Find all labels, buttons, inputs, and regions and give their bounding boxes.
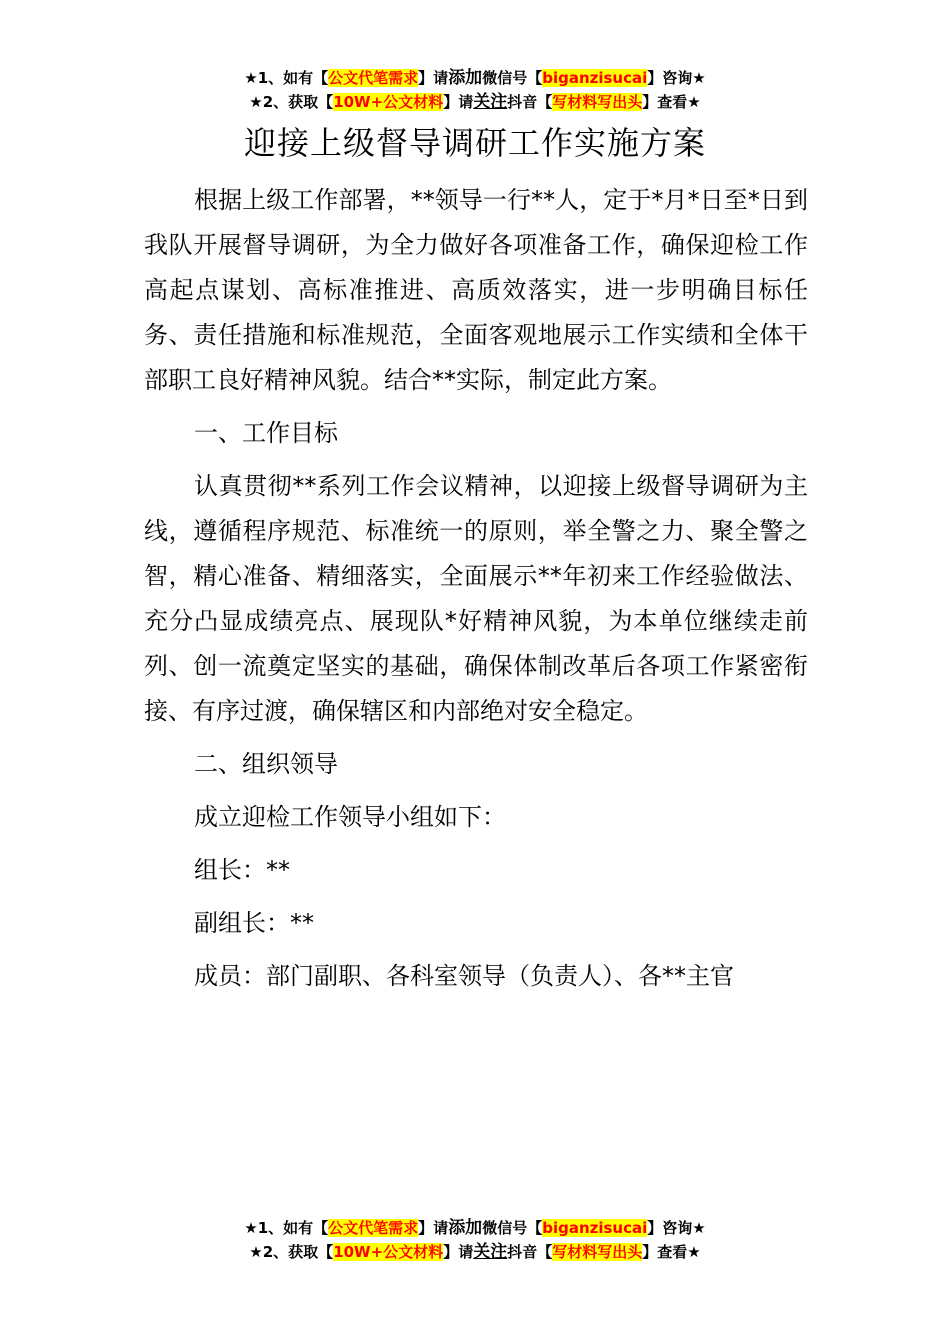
banner-emphasis: 添加 bbox=[448, 1218, 483, 1238]
banner-highlight: 写材料写出头 bbox=[552, 1243, 643, 1261]
banner-line-2 bbox=[0, 90, 950, 114]
banner-text: ★2、获取【 bbox=[249, 1243, 334, 1261]
banner-text: 】咨询★ bbox=[647, 69, 706, 87]
banner-emphasis: 添加 bbox=[448, 68, 483, 88]
banner-text: 】查看★ bbox=[642, 93, 701, 111]
banner-line-1 bbox=[0, 1216, 950, 1240]
banner-text: 微信号【 bbox=[482, 1219, 543, 1237]
banner-line-1 bbox=[0, 66, 950, 90]
banner-text: 抖音【 bbox=[507, 1243, 553, 1261]
members-line: 成员：部门副职、各科室领导（负责人）、各**主官 bbox=[194, 962, 734, 990]
banner-text: 抖音【 bbox=[507, 93, 553, 111]
banner-highlight: 公文代笔需求 bbox=[328, 69, 419, 87]
banner-text: 】请 bbox=[443, 93, 474, 111]
group-intro-line: 成立迎检工作领导小组如下： bbox=[194, 803, 506, 831]
banner-text: 】请 bbox=[418, 69, 449, 87]
banner-emphasis: 关注 bbox=[473, 92, 508, 112]
document-body bbox=[144, 178, 808, 999]
banner-highlight: 写材料写出头 bbox=[552, 93, 643, 111]
intro-paragraph: 根据上级工作部署，**领导一行**人，定于*月*日至*日到我队开展督导调研，为全力做好各项准备工作，确保迎检工作高起点谋划、高标准推进、高质效落实，进一步明确目标任务、责任措施和标准规范，全面客观地展示工作实绩和全体干部职工良好精神风貌。结合**实际，制定此方案。 bbox=[144, 186, 808, 394]
banner-highlight: biganzisucai bbox=[542, 69, 648, 87]
banner-text: ★1、如有【 bbox=[244, 1219, 329, 1237]
leader-line: 组长：** bbox=[194, 856, 290, 884]
deputy-leader-line: 副组长：** bbox=[194, 909, 314, 937]
banner-highlight: 公文代笔需求 bbox=[328, 1219, 419, 1237]
section-heading-goals: 一、工作目标 bbox=[194, 419, 338, 447]
banner-text: ★1、如有【 bbox=[244, 69, 329, 87]
footer-banner bbox=[0, 1216, 950, 1264]
banner-text: 】查看★ bbox=[642, 1243, 701, 1261]
banner-highlight: 10W+公文材料 bbox=[333, 93, 444, 111]
banner-text: 】请 bbox=[443, 1243, 474, 1261]
banner-emphasis: 关注 bbox=[473, 1242, 508, 1262]
banner-text: 微信号【 bbox=[482, 69, 543, 87]
section-heading-leadership: 二、组织领导 bbox=[194, 750, 338, 778]
banner-line-2 bbox=[0, 1240, 950, 1264]
goals-paragraph: 认真贯彻**系列工作会议精神，以迎接上级督导调研为主线，遵循程序规范、标准统一的原则，举全警之力、聚全警之智，精心准备、精细落实，全面展示**年初来工作经验做法、充分凸显成绩亮点、展现队*好精神风貌，为本单位继续走前列、创一流奠定坚实的基础，确保体制改革后各项工作紧密衔接、有序过渡，确保辖区和内部绝对安全稳定。 bbox=[144, 472, 808, 725]
banner-highlight: biganzisucai bbox=[542, 1219, 648, 1237]
banner-text: ★2、获取【 bbox=[249, 93, 334, 111]
document-title: 迎接上级督导调研工作实施方案 bbox=[243, 124, 706, 162]
banner-text: 】请 bbox=[418, 1219, 449, 1237]
banner-highlight: 10W+公文材料 bbox=[333, 1243, 444, 1261]
banner-text: 】咨询★ bbox=[647, 1219, 706, 1237]
header-banner bbox=[0, 66, 950, 114]
